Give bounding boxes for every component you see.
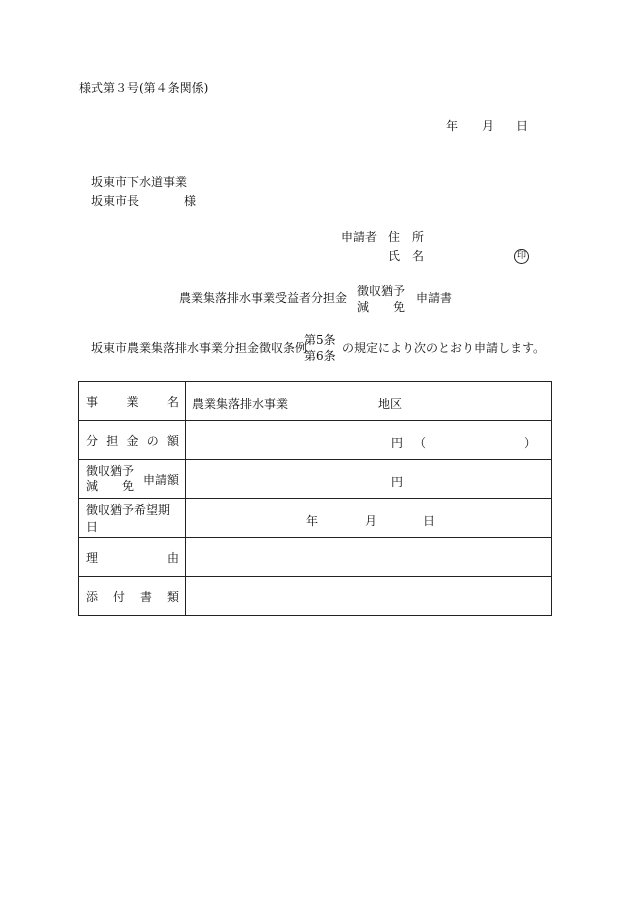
seal-mark-char: 印 [514,249,529,264]
applicant-name-label: 氏 名 [388,249,425,263]
request-amount-option-bottom-char-1: 減 [86,479,99,493]
desired-date-day: 日 [423,514,436,528]
body-prefix: 坂東市農業集落排水事業分担金徴収条例 [91,341,308,355]
amount-label-chars [79,432,185,449]
desired-date-year: 年 [306,514,319,528]
project-name-value-cell[interactable] [186,382,552,421]
body-article-top: 第5条 [304,333,336,347]
table-row-project [79,382,552,421]
request-amount-option-bottom-char-2: 免 [121,479,134,493]
label-char: の [146,433,159,448]
applicant-address-label: 住 所 [388,230,425,244]
project-name-label-chars [79,393,185,410]
addressee-mayor: 坂東市長 [91,194,140,208]
form-number: 様式第３号(第４条関係) [79,81,209,95]
title-option-bottom-char-1: 減 [357,300,370,314]
desired-date-month: 月 [365,514,378,528]
addressee-honorific: 様 [184,194,197,208]
table-row-request-amount [79,460,552,499]
title-suffix: 申請書 [416,291,453,305]
body-article-bottom: 第6条 [304,349,336,363]
label-char: 金 [126,433,139,448]
project-area-label: 地区 [378,397,403,411]
label-char: 事 [86,394,99,409]
table-row-attachments [79,577,552,616]
label-char: 理 [86,550,99,565]
body-suffix: の規定により次のとおり申請します。 [342,341,546,355]
date-year-label: 年 [446,119,459,133]
amount-paren-close: ） [524,436,537,450]
title-option-bottom-char-2: 免 [392,300,405,314]
request-amount-label-options [86,464,134,494]
application-table [78,381,552,616]
title-option-top: 徴収猶予 [357,284,406,298]
request-amount-yen-unit: 円 [391,475,404,489]
request-amount-option-top: 徴収猶予 [86,464,135,478]
reason-value-cell[interactable] [186,538,552,577]
desired-date-label-text: 徴収猶予希望期日 [86,503,171,534]
applicant-label: 申請者 [341,230,378,244]
table-row-desired-date [79,499,552,538]
title-option-bottom [357,301,405,313]
label-char: 名 [166,394,179,409]
amount-label [79,421,186,460]
addressee-department: 坂東市下水道事業 [91,175,188,189]
project-name-value: 農業集落排水事業 [192,397,289,411]
label-char: 類 [166,589,179,604]
amount-value-cell[interactable] [186,421,552,460]
amount-paren-open: （ [414,436,427,450]
seal-mark [514,248,529,264]
label-char: 担 [106,433,119,448]
label-char: 分 [86,433,99,448]
request-amount-label-suffix: 申請額 [142,472,179,487]
table-row-amount [79,421,552,460]
request-amount-value-cell[interactable] [186,460,552,499]
label-char: 付 [112,589,125,604]
label-char: 額 [166,433,179,448]
desired-date-label [79,499,186,538]
title-prefix: 農業集落排水事業受益者分担金 [179,291,348,305]
project-name-label [79,382,186,421]
label-char: 業 [126,394,139,409]
desired-date-value-cell[interactable] [186,499,552,538]
request-amount-label [79,460,186,499]
label-char: 書 [139,589,152,604]
table-row-reason [79,538,552,577]
date-day-label: 日 [516,119,529,133]
label-char: 由 [166,550,179,565]
label-char: 添 [86,589,99,604]
reason-label [79,538,186,577]
amount-yen-unit: 円 [391,436,404,450]
attachments-value-cell[interactable] [186,577,552,616]
request-amount-option-bottom [86,479,134,494]
attachments-label [79,577,186,616]
date-month-label: 月 [482,119,495,133]
